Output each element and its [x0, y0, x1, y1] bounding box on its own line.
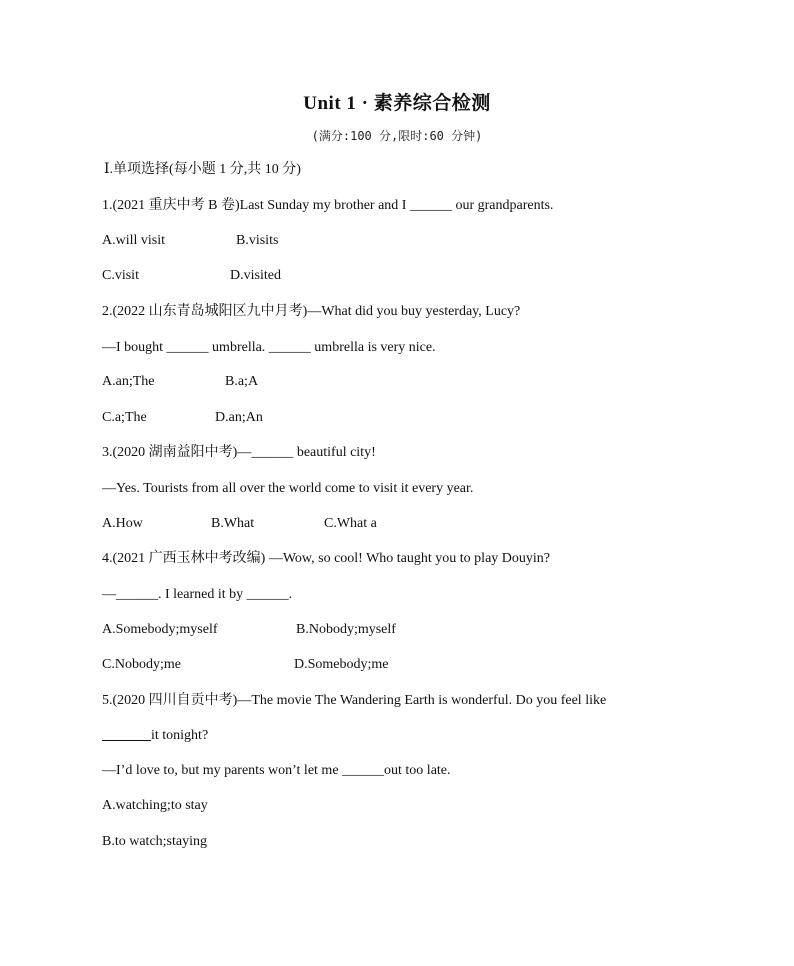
answer-blank: _______	[102, 728, 151, 743]
question-3-reply: —Yes. Tourists from all over the world come to visit it every year.	[102, 481, 474, 496]
q2-option-c: C.a;The	[102, 410, 147, 425]
q3-option-a: A.How	[102, 516, 143, 531]
q2-option-d: D.an;An	[215, 410, 263, 425]
question-3-stem: 3.(2020 湖南益阳中考)—______ beautiful city!	[102, 445, 376, 460]
question-5-stem: 5.(2020 四川自贡中考)—The movie The Wandering Earth is wonderful. Do you feel like	[102, 693, 607, 708]
q4-option-b: B.Nobody;myself	[296, 622, 396, 637]
q3-option-c: C.What a	[324, 516, 377, 531]
q1-option-d: D.visited	[230, 268, 281, 283]
question-4-stem: 4.(2021 广西玉林中考改编) —Wow, so cool! Who taught you to play Douyin?	[102, 551, 550, 566]
q5-option-a: A.watching;to stay	[102, 798, 208, 813]
q2-option-b: B.a;A	[225, 374, 259, 389]
question-2-reply: —I bought ______ umbrella. ______ umbrella is very nice.	[102, 340, 436, 355]
q3-option-b: B.What	[211, 516, 255, 531]
page-title: Unit 1 · 素养综合检测	[303, 93, 491, 114]
score-time-note: (满分:100 分,限时:60 分钟)	[311, 129, 483, 143]
q4-option-c: C.Nobody;me	[102, 657, 181, 672]
question-5-reply: —I’d love to, but my parents won’t let me ______out too late.	[102, 763, 451, 778]
question-5-stem-continuation	[102, 726, 208, 746]
q1-option-a: A.will visit	[102, 233, 166, 248]
q4-option-a: A.Somebody;myself	[102, 622, 218, 637]
q4-option-d: D.Somebody;me	[294, 657, 389, 672]
q1-option-c: C.visit	[102, 268, 139, 283]
stem-continuation-text: it tonight?	[151, 728, 209, 743]
section-heading: Ⅰ.单项选择(每小题 1 分,共 10 分)	[104, 162, 301, 177]
q2-option-a: A.an;The	[102, 374, 155, 389]
q5-option-b: B.to watch;staying	[102, 834, 207, 849]
q1-option-b: B.visits	[236, 233, 279, 248]
question-2-stem: 2.(2022 山东青岛城阳区九中月考)—What did you buy yesterday, Lucy?	[102, 304, 521, 319]
question-1-stem: 1.(2021 重庆中考 B 卷)Last Sunday my brother and I ______ our grandparents.	[102, 198, 554, 213]
question-4-reply: —______. I learned it by ______.	[102, 587, 293, 602]
